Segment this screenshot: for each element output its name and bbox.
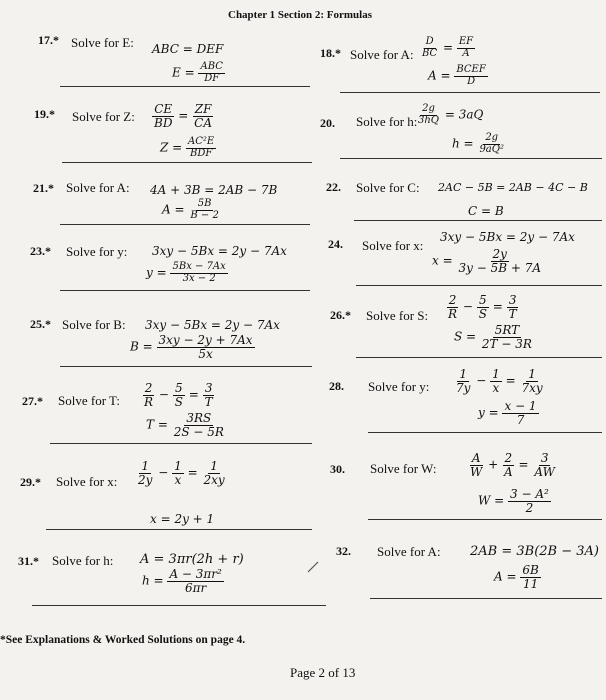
- problem-answer: A = $\frac{5B}{B - 2}$: [162, 198, 219, 221]
- page-title: Chapter 1 Section 2: Formulas: [228, 9, 373, 21]
- problem-label: Solve for T:: [58, 393, 120, 408]
- problem-answer: y = $\frac{5Bx - 7Ax}{3x - 2}$: [146, 261, 226, 284]
- problem-answer: A = $\frac{6B}{11}$: [494, 563, 539, 591]
- problem-number: 22.: [326, 180, 341, 194]
- problem-answer: x = $\frac{2y}{3y - 5B + 7A}$: [432, 247, 542, 275]
- problem-question: 3xy − 5Bx = 2y − 7Ax: [145, 318, 280, 332]
- problem-answer: B = $\frac{3xy - 2y + 7Ax}{5x}$: [130, 333, 253, 361]
- answer-line: [60, 366, 312, 367]
- answer-line: [368, 432, 602, 433]
- problem-question: $\frac{D}{BC}$ = $\frac{EF}{A}$: [422, 36, 474, 59]
- problem-number: 19.*: [34, 107, 55, 121]
- answer-line: [340, 92, 600, 93]
- problem-number: 23.*: [30, 244, 51, 258]
- problem-number: 32.: [336, 544, 351, 558]
- answer-line: [50, 443, 312, 444]
- problem-question: $\frac{2}{R}$ − $\frac{5}{S}$ = $\frac{3}{T}$: [448, 293, 517, 321]
- problem-answer: h = $\frac{2g}{\text{9aQ²}}$: [452, 132, 504, 155]
- problem-question: 3xy − 5Bx = 2y − 7Ax: [152, 244, 287, 258]
- problem-label: Solve for B:: [62, 317, 126, 332]
- problem-question: A = 3πr(2h + r): [140, 552, 244, 567]
- answer-line: [32, 605, 326, 606]
- problem-label: Solve for x:: [362, 238, 424, 253]
- problem-number: 28.: [329, 379, 344, 393]
- problem-label: Solve for Z:: [72, 109, 135, 124]
- answer-line: [62, 162, 312, 163]
- problem-question: $\frac{2g}{3hQ}$ = 3aQ: [418, 103, 484, 126]
- problem-answer: W = $\frac{\text{3 − A²}}{2}$: [478, 487, 549, 515]
- problem-question: $\frac{1}{2y}$ − $\frac{1}{x}$ = $\frac{1}{2xy}$: [138, 459, 225, 487]
- problem-label: Solve for A:: [377, 544, 441, 559]
- problem-label: Solve for y:: [368, 379, 430, 394]
- problem-label: Solve for A:: [66, 180, 130, 195]
- problem-question: 4A + 3B = 2AB − 7B: [150, 183, 278, 197]
- answer-line: [60, 290, 310, 291]
- problem-label: Solve for S:: [366, 308, 429, 323]
- answer-line: [356, 357, 602, 358]
- problem-number: 25.*: [30, 317, 51, 331]
- problem-answer: Z = $\frac{\text{AC²E}}{\text{BDF}}$: [160, 136, 215, 159]
- problem-question: 2AC − 5B = 2AB − 4C − B: [438, 181, 588, 194]
- problem-answer: C = B: [468, 204, 504, 218]
- problem-label: Solve for h:: [52, 553, 114, 568]
- problem-answer: A = $\frac{\text{BCEF}}{D}$: [428, 64, 486, 87]
- problem-question: $\frac{CE}{BD}$ = $\frac{ZF}{CA}$: [154, 102, 212, 130]
- problem-number: 17.*: [38, 33, 59, 47]
- answer-line: [60, 224, 310, 225]
- problem-answer: h = $\frac{\text{A − 3πr²}}{6\pi r}$: [142, 567, 222, 595]
- problem-number: 26.*: [330, 308, 351, 322]
- problem-number: 18.*: [320, 46, 341, 60]
- problem-number: 27.*: [22, 394, 43, 408]
- problem-label: Solve for h:: [356, 114, 418, 129]
- answer-line: [354, 220, 602, 221]
- problem-number: 20.: [320, 116, 335, 130]
- answer-line: [46, 529, 312, 530]
- problem-label: Solve for x:: [56, 474, 118, 489]
- problem-answer: E = $\frac{\text{ABC}}{DF}$: [172, 61, 223, 84]
- problem-label: Solve for C:: [356, 180, 420, 195]
- problem-label: Solve for y:: [66, 244, 128, 259]
- pencil-mark: [306, 560, 320, 574]
- answer-line: [370, 598, 602, 599]
- problem-number: 21.*: [33, 181, 54, 195]
- footnote: *See Explanations & Worked Solutions on page 4.: [0, 634, 246, 646]
- problem-question: $\frac{2}{R}$ − $\frac{5}{S}$ = $\frac{3}{T}$: [144, 381, 213, 409]
- problem-label: Solve for E:: [71, 35, 134, 50]
- problem-question: 3xy − 5Bx = 2y − 7Ax: [440, 230, 575, 244]
- problem-label: Solve for A:: [350, 47, 414, 62]
- problem-question: $\frac{1}{7y}$ − $\frac{1}{x}$ = $\frac{1}{7xy}$: [456, 367, 543, 395]
- problem-number: 30.: [330, 462, 345, 476]
- problem-answer: T = $\frac{3RS}{2S - 5R}$: [146, 411, 224, 439]
- answer-line: [60, 86, 310, 87]
- answer-line: [340, 158, 602, 159]
- page-number: Page 2 of 13: [290, 665, 356, 680]
- answer-line: [368, 519, 602, 520]
- problem-number: 31.*: [18, 554, 39, 568]
- problem-answer: x = 2y + 1: [150, 512, 215, 526]
- problem-answer: S = $\frac{5RT}{2T - 3R}$: [454, 323, 532, 351]
- answer-line: [356, 285, 602, 286]
- problem-answer: y = $\frac{x - 1}{7}$: [478, 399, 537, 427]
- problem-label: Solve for W:: [370, 461, 437, 476]
- problem-number: 29.*: [20, 475, 41, 489]
- problem-question: ABC = DEF: [152, 42, 224, 56]
- problem-number: 24.: [328, 237, 343, 251]
- problem-question: 2AB = 3B(2B − 3A): [470, 544, 599, 559]
- problem-question: $\frac{A}{W}$ + $\frac{2}{A}$ = $\frac{3}{AW}$: [470, 451, 555, 479]
